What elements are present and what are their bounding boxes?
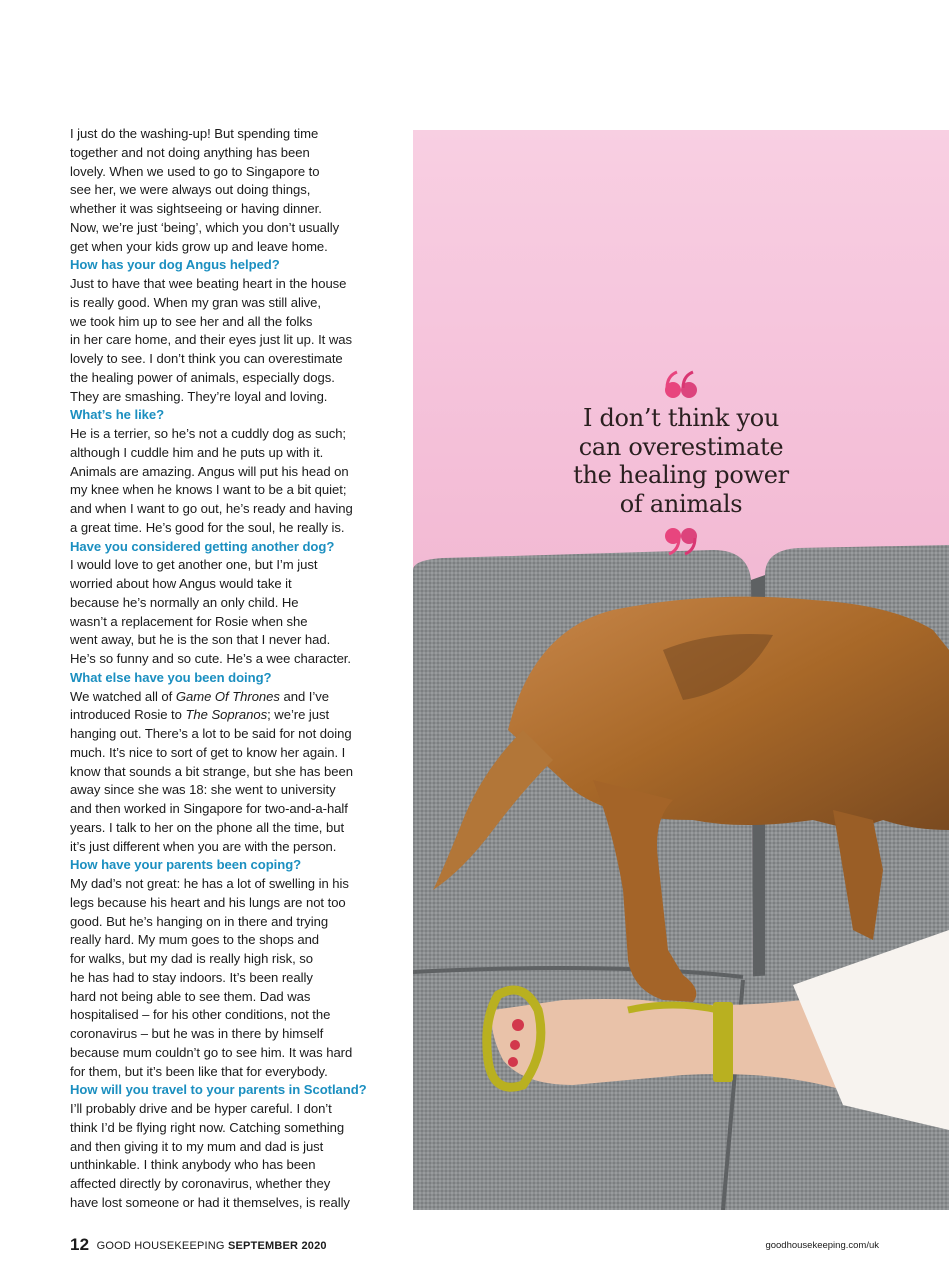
- body-text-line: hard not being able to see them. Dad was: [70, 988, 311, 1004]
- body-text-line: hospitalised – for his other conditions, not the: [70, 1007, 331, 1023]
- pull-quote-line: I don’t think you: [582, 404, 780, 432]
- body-text-line: get when your kids grow up and leave home.: [70, 238, 328, 254]
- body-text-line: the healing power of animals, especially dogs.: [70, 369, 335, 385]
- body-text-line: for them, but it’s been like that for everybody.: [70, 1063, 328, 1079]
- title-italic: The Sopranos: [185, 707, 268, 723]
- page-number: 12: [70, 1235, 90, 1254]
- body-text-line: [70, 688, 382, 707]
- body-text-line: is really good. When my gran was still alive,: [70, 294, 321, 310]
- close-quote-icon: [661, 526, 701, 556]
- body-text-line: and then worked in Singapore for two-and-a-half: [70, 801, 348, 816]
- body-text-line: away since she was 18: she went to university: [70, 782, 336, 798]
- website-url: goodhousekeeping.com/uk: [765, 1240, 879, 1251]
- body-text-line: he has had to stay indoors. It’s been really: [70, 969, 313, 985]
- body-text-line: it’s just different when you are with the person.: [70, 838, 337, 854]
- body-text-line: went away, but he is the son that I never had.: [70, 632, 331, 648]
- body-text-line: I’ll probably drive and be hyper careful. I don’t: [70, 1101, 332, 1116]
- interview-question: What’s he like?: [70, 407, 165, 423]
- body-text-line: my knee when he knows I want to be a bit quiet;: [70, 482, 347, 498]
- body-text-line: lovely to see. I don’t think you can overestimate: [70, 351, 343, 366]
- text-fragment: We watched all of: [70, 688, 176, 704]
- body-text-line: for walks, but my dad is really high risk, so: [70, 951, 313, 966]
- body-text-line: have lost someone or had it themselves, is really: [70, 1194, 350, 1210]
- text-fragment: and I’ve: [279, 688, 329, 704]
- body-text-line: a great time. He’s good for the soul, he really is.: [70, 519, 345, 535]
- pull-quote-text: [551, 404, 811, 518]
- body-text-line: hanging out. There’s a lot to be said for not doing: [70, 726, 352, 741]
- pull-quote-line: of animals: [619, 489, 743, 518]
- body-text-line: coronavirus – but he was in there by himself: [70, 1026, 324, 1041]
- issue-date: SEPTEMBER 2020: [227, 1240, 327, 1252]
- body-text-line: and then giving it to my mum and dad is just: [70, 1138, 324, 1154]
- body-text-line: good. But he’s hanging on in there and trying: [70, 913, 329, 929]
- body-text-line: because mum couldn’t go to see him. It was hard: [70, 1044, 353, 1060]
- interview-question: Have you considered getting another dog?: [70, 538, 335, 554]
- body-text-line: together and not doing anything has been: [70, 144, 310, 160]
- interview-question: What else have you been doing?: [70, 669, 272, 685]
- body-text-line: see her, we were always out doing things,: [70, 182, 311, 198]
- text-fragment: ; we’re just: [267, 707, 330, 723]
- body-text-line: Now, we’re just ‘being’, which you don’t usually: [70, 219, 340, 235]
- body-text-line: in her care home, and their eyes just lit up. It was: [70, 332, 352, 348]
- pull-quote: [413, 370, 949, 556]
- body-text-line: know that sounds a bit strange, but she has been: [70, 763, 353, 779]
- body-text-line: affected directly by coronavirus, whether they: [70, 1176, 331, 1191]
- body-text-line: legs because his heart and his lungs are not too: [70, 894, 346, 910]
- body-text-line: whether it was sightseeing or having dinner.: [70, 201, 322, 216]
- body-text-line: Just to have that wee beating heart in the house: [70, 276, 347, 291]
- interview-question: How have your parents been coping?: [70, 857, 302, 873]
- magazine-name: GOOD HOUSEKEEPING: [96, 1240, 225, 1252]
- body-text-line: My dad’s not great: he has a lot of swelling in his: [70, 876, 349, 891]
- body-text-line: because he’s normally an only child. He: [70, 594, 299, 610]
- body-text-line: although I cuddle him and he puts up with it.: [70, 444, 324, 460]
- body-text-line: and when I want to go out, he’s ready and having: [70, 501, 353, 516]
- pull-quote-line: can overestimate: [578, 432, 784, 461]
- dog-on-sofa-illustration: [413, 130, 949, 1210]
- body-text-line: think I’d be flying right now. Catching something: [70, 1119, 345, 1135]
- body-text-line: I just do the washing-up! But spending time: [70, 126, 319, 141]
- article-column: [70, 125, 382, 1213]
- body-text-line: we took him up to see her and all the folks: [70, 313, 313, 329]
- interview-question: How has your dog Angus helped?: [70, 257, 280, 273]
- body-text-line: years. I talk to her on the phone all the time, but: [70, 819, 345, 835]
- body-text-line: They are smashing. They’re loyal and loving.: [70, 388, 328, 404]
- body-text-line: unthinkable. I think anybody who has been: [70, 1157, 316, 1173]
- interview-question: How will you travel to your parents in Scotland?: [70, 1082, 367, 1098]
- pull-quote-line: the healing power: [573, 461, 789, 489]
- body-text-line: lovely. When we used to go to Singapore to: [70, 163, 320, 179]
- open-quote-icon: [661, 370, 701, 400]
- page-footer: [70, 1235, 327, 1255]
- body-text-line: [70, 706, 382, 725]
- title-italic: Game Of Thrones: [175, 688, 280, 704]
- body-text-line: much. It’s nice to sort of get to know her again. I: [70, 744, 346, 760]
- body-text-line: He’s so funny and so cute. He’s a wee character.: [70, 651, 351, 666]
- body-text-line: wasn’t a replacement for Rosie when she: [70, 613, 308, 629]
- text-fragment: introduced Rosie to: [70, 707, 186, 723]
- body-text-line: really hard. My mum goes to the shops and: [70, 932, 320, 948]
- body-text-line: worried about how Angus would take it: [70, 576, 292, 591]
- body-text-line: He is a terrier, so he’s not a cuddly dog as such;: [70, 426, 347, 441]
- body-text-line: I would love to get another one, but I’m just: [70, 557, 318, 573]
- body-text-line: Animals are amazing. Angus will put his head on: [70, 463, 349, 479]
- feature-photo: [413, 130, 949, 1210]
